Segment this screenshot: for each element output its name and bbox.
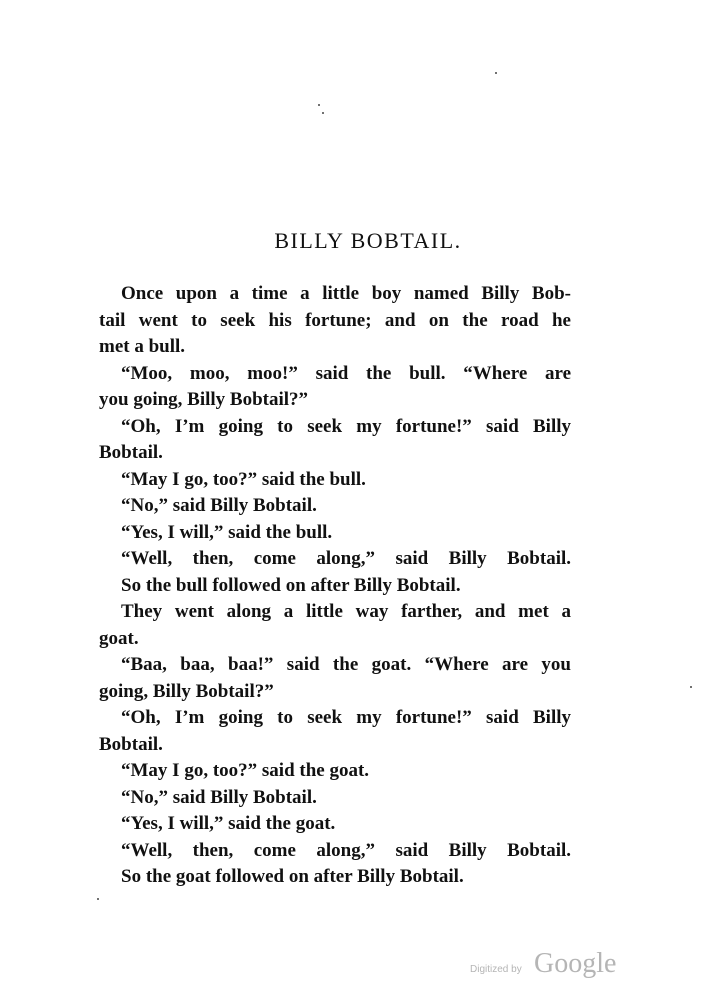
text-line: “May I go, too?” said the goat. (121, 760, 370, 781)
text-line: So the goat followed on after Billy Bobtail. (121, 866, 464, 887)
text-line: going, Billy Bobtail?” (99, 680, 274, 702)
text-line: Bobtail. (99, 442, 163, 463)
text-line: “Well, then, come along,” said Billy Bobtail. (121, 548, 571, 569)
text-line: Bobtail. (99, 733, 163, 755)
print-speck (690, 686, 692, 688)
chapter-title: BILLY BOBTAIL. (274, 228, 462, 253)
print-speck (495, 72, 497, 74)
text-line: Once upon a time a little boy named Billy Bob- (121, 283, 571, 304)
text-line: They went along a little way farther, and met a (121, 601, 571, 622)
text-line: you going, Billy Bobtail?” (99, 389, 309, 410)
text-line: “Yes, I will,” said the bull. (121, 521, 333, 543)
text-line: “May I go, too?” said the bull. (121, 468, 366, 490)
text-line: met a bull. (99, 336, 186, 357)
text-line: “Baa, baa, baa!” said the goat. “Where are you (121, 654, 571, 675)
watermark-prefix: Digitized by (470, 964, 522, 975)
text-line: “Oh, I’m going to seek my fortune!” said Billy (121, 707, 571, 728)
text-line: “Well, then, come along,” said Billy Bobtail. (121, 839, 571, 861)
text-line: “Moo, moo, moo!” said the bull. “Where are (121, 362, 571, 384)
text-line: “No,” said Billy Bobtail. (121, 786, 317, 808)
print-speck (318, 104, 320, 106)
text-line: “Oh, I’m going to seek my fortune!” said Billy (121, 415, 571, 437)
print-speck (322, 112, 324, 114)
print-speck (97, 898, 99, 900)
text-line: “No,” said Billy Bobtail. (121, 495, 317, 516)
text-line: “Yes, I will,” said the goat. (121, 813, 336, 834)
text-line: So the bull followed on after Billy Bobtail. (121, 574, 461, 596)
story-text (99, 281, 571, 891)
text-line: tail went to seek his fortune; and on the road he (99, 309, 571, 331)
text-line: goat. (99, 627, 139, 649)
watermark-brand: Google (534, 948, 617, 979)
